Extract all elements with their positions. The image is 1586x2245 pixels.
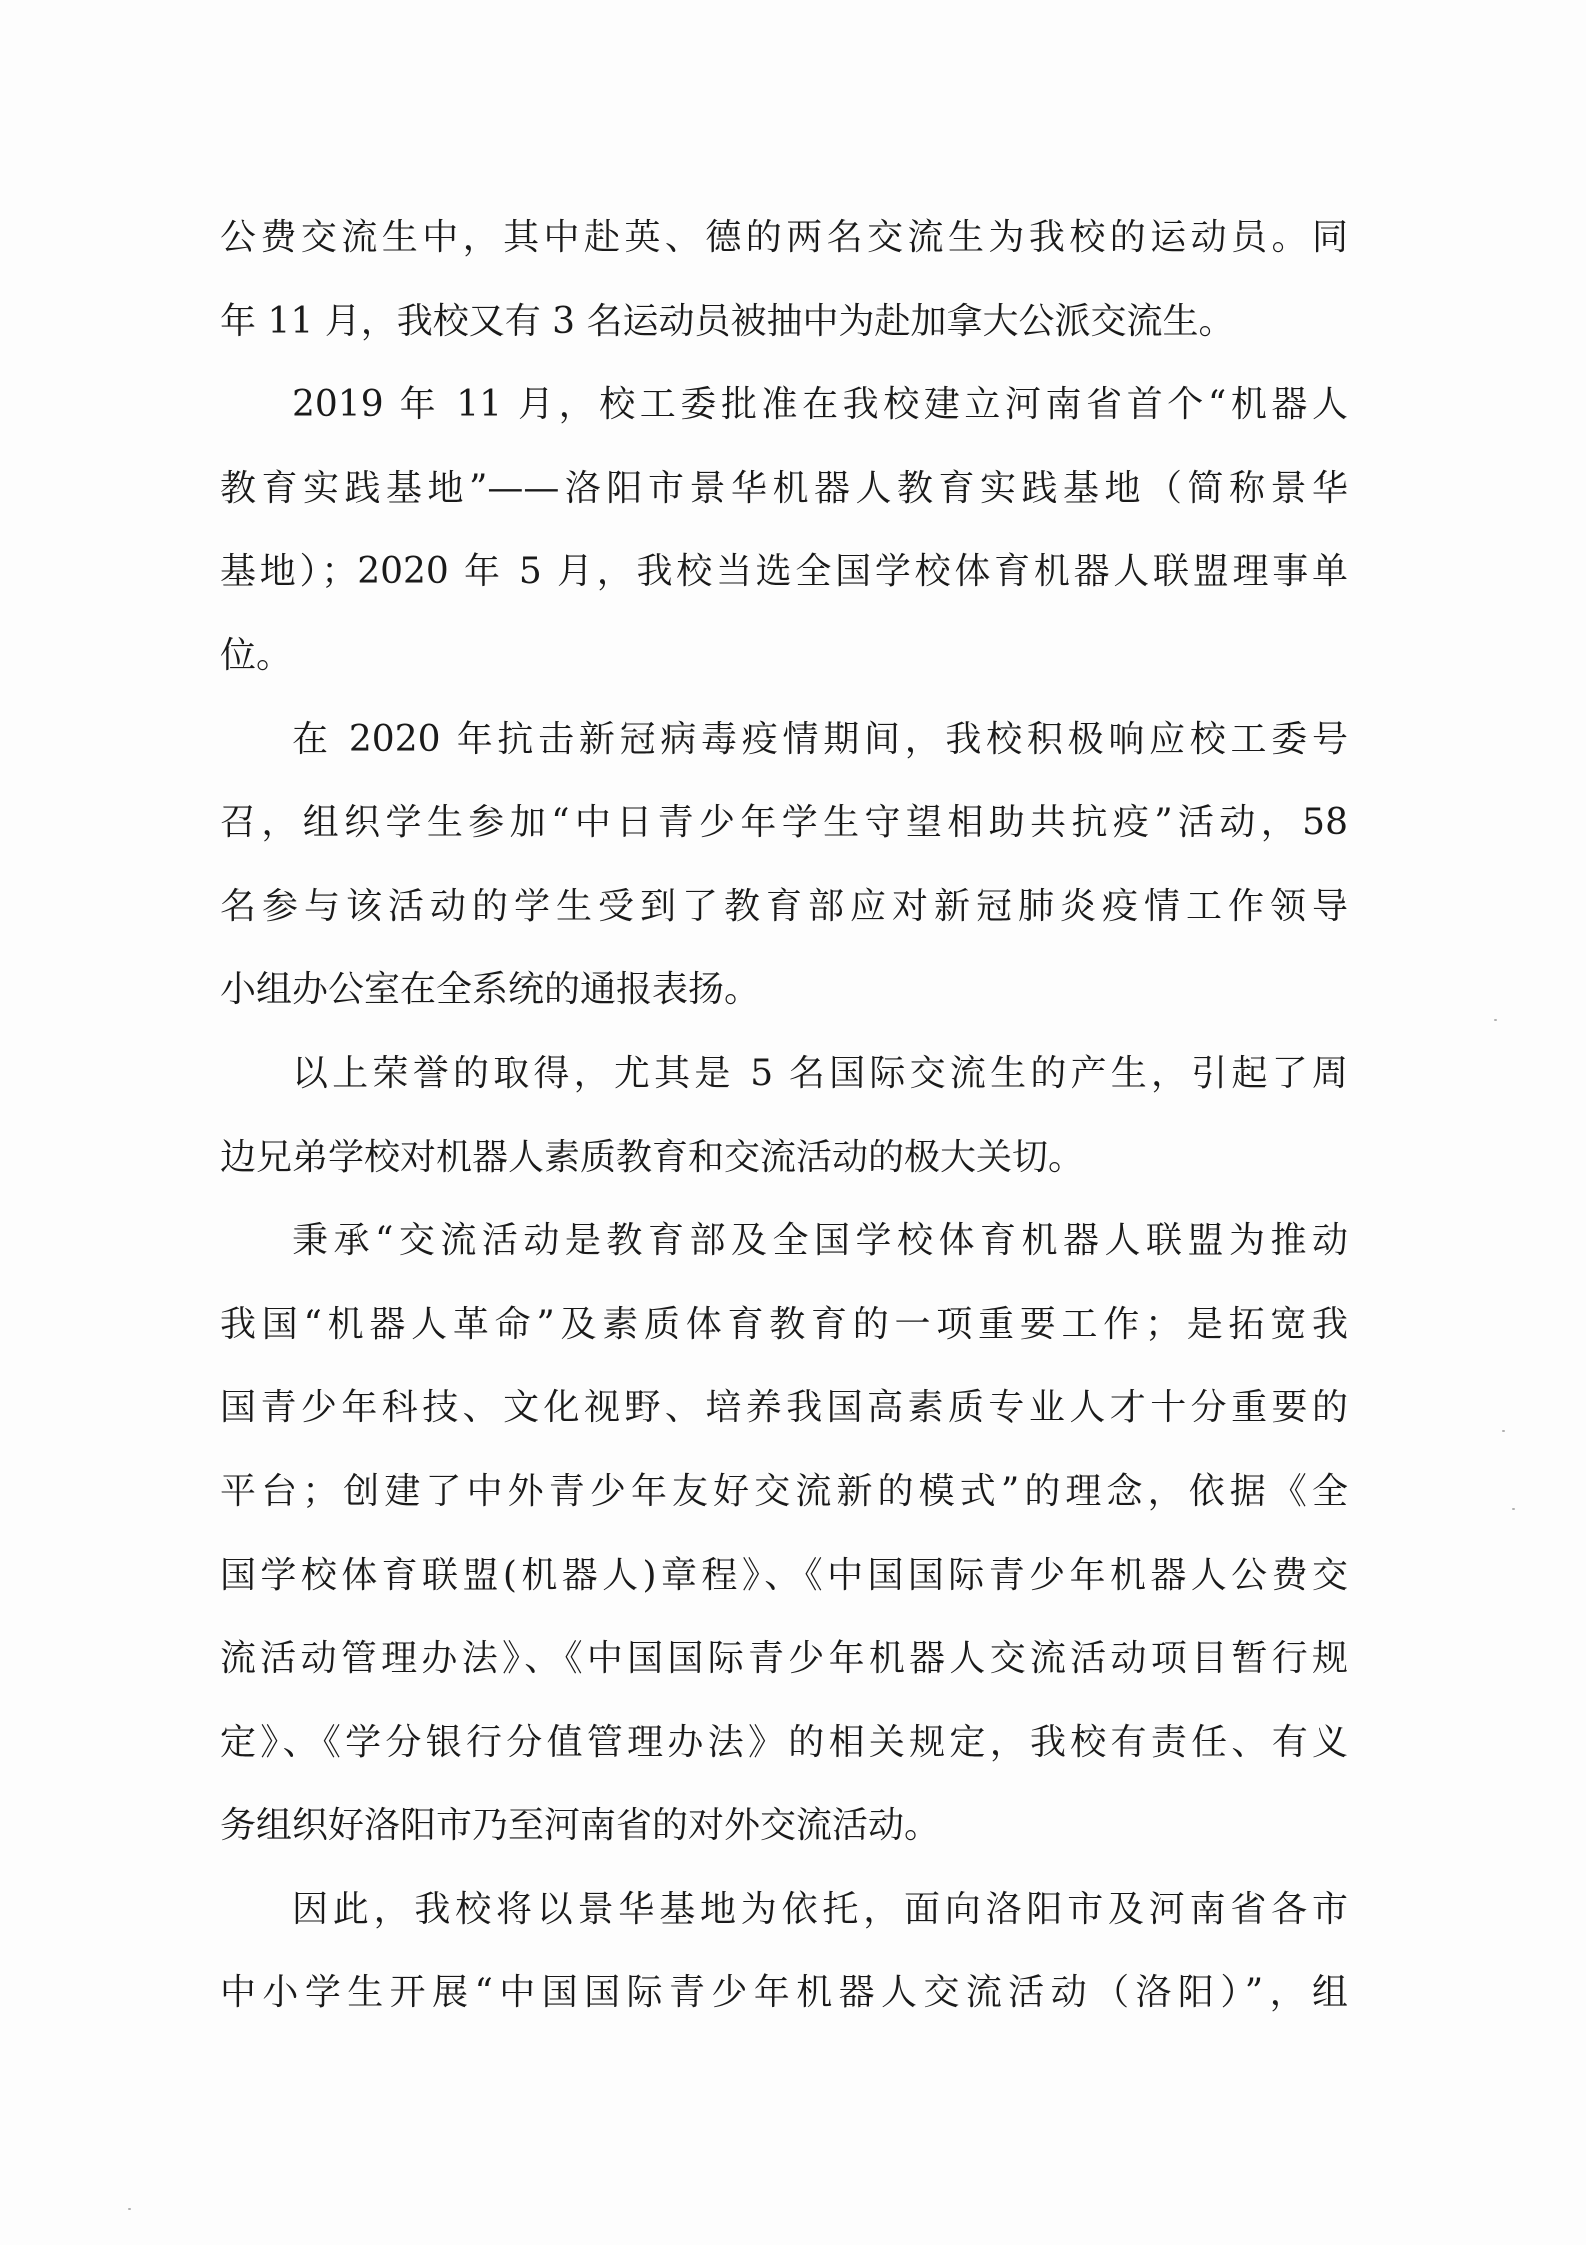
text-line: 名参与该活动的学生受到了教育部应对新冠肺炎疫情工作领导 — [220, 885, 1348, 927]
text-line: 公费交流生中，其中赴英、德的两名交流生为我校的运动员。同 — [220, 217, 1348, 258]
text-line: 年 11 月，我校又有 3 名运动员被抽中为赴加拿大公派交流生。 — [220, 300, 1235, 342]
text-line: 以上荣誉的取得，尤其是 5 名国际交流生的产生，引起了周 — [292, 1052, 1348, 1094]
paragraph-philosophy — [220, 1199, 1348, 1868]
text-line: 流活动管理办法》、《中国国际青少年机器人交流活动项目暂行规 — [220, 1638, 1348, 1680]
text-line: 2019 年 11 月，校工委批准在我校建立河南省首个“机器人 — [292, 384, 1348, 426]
text-line: 国学校体育联盟(机器人)章程》、《中国国际青少年机器人公费交 — [220, 1554, 1348, 1596]
text-line: 平台；创建了中外青少年友好交流新的模式”的理念，依据《全 — [220, 1470, 1348, 1512]
paragraph-conclusion — [220, 1868, 1348, 2035]
text-line: 边兄弟学校对机器人素质教育和交流活动的极大关切。 — [220, 1136, 1085, 1178]
text-line: 中小学生开展“中国国际青少年机器人交流活动（洛阳）”，组 — [220, 1972, 1348, 2014]
text-line: 定》、《学分银行分值管理办法》的相关规定，我校有责任、有义 — [220, 1721, 1348, 1763]
text-line: 因此，我校将以景华基地为依托，面向洛阳市及河南省各市 — [292, 1888, 1348, 1930]
scan-speck — [1494, 1019, 1497, 1021]
paragraph-robot-base — [220, 363, 1348, 697]
scan-speck — [128, 2208, 131, 2210]
text-line: 教育实践基地”——洛阳市景华机器人教育实践基地（简称景华 — [220, 467, 1348, 509]
text-line: 位。 — [220, 634, 293, 676]
text-line: 秉承“交流活动是教育部及全国学校体育机器人联盟为推动 — [292, 1220, 1348, 1262]
text-line: 我国“机器人革命”及素质体育教育的一项重要工作；是拓宽我 — [220, 1303, 1348, 1345]
text-line: 务组织好洛阳市乃至河南省的对外交流活动。 — [220, 1805, 941, 1847]
paragraph-covid-activity — [220, 698, 1348, 1032]
scan-speck — [1502, 1430, 1505, 1432]
text-line: 召，组织学生参加“中日青少年学生守望相助共抗疫”活动，58 — [220, 802, 1348, 844]
document-body — [220, 196, 1348, 2035]
text-line: 国青少年科技、文化视野、培养我国高素质专业人才十分重要的 — [220, 1387, 1348, 1429]
paragraph-honors — [220, 1032, 1348, 1199]
text-line: 小组办公室在全系统的通报表扬。 — [220, 969, 761, 1011]
paragraph-exchange-students — [220, 196, 1348, 363]
scan-speck — [1512, 1508, 1515, 1510]
text-line: 基地）；2020 年 5 月，我校当选全国学校体育机器人联盟理事单 — [220, 551, 1348, 593]
text-line: 在 2020 年抗击新冠病毒疫情期间，我校积极响应校工委号 — [292, 718, 1348, 760]
